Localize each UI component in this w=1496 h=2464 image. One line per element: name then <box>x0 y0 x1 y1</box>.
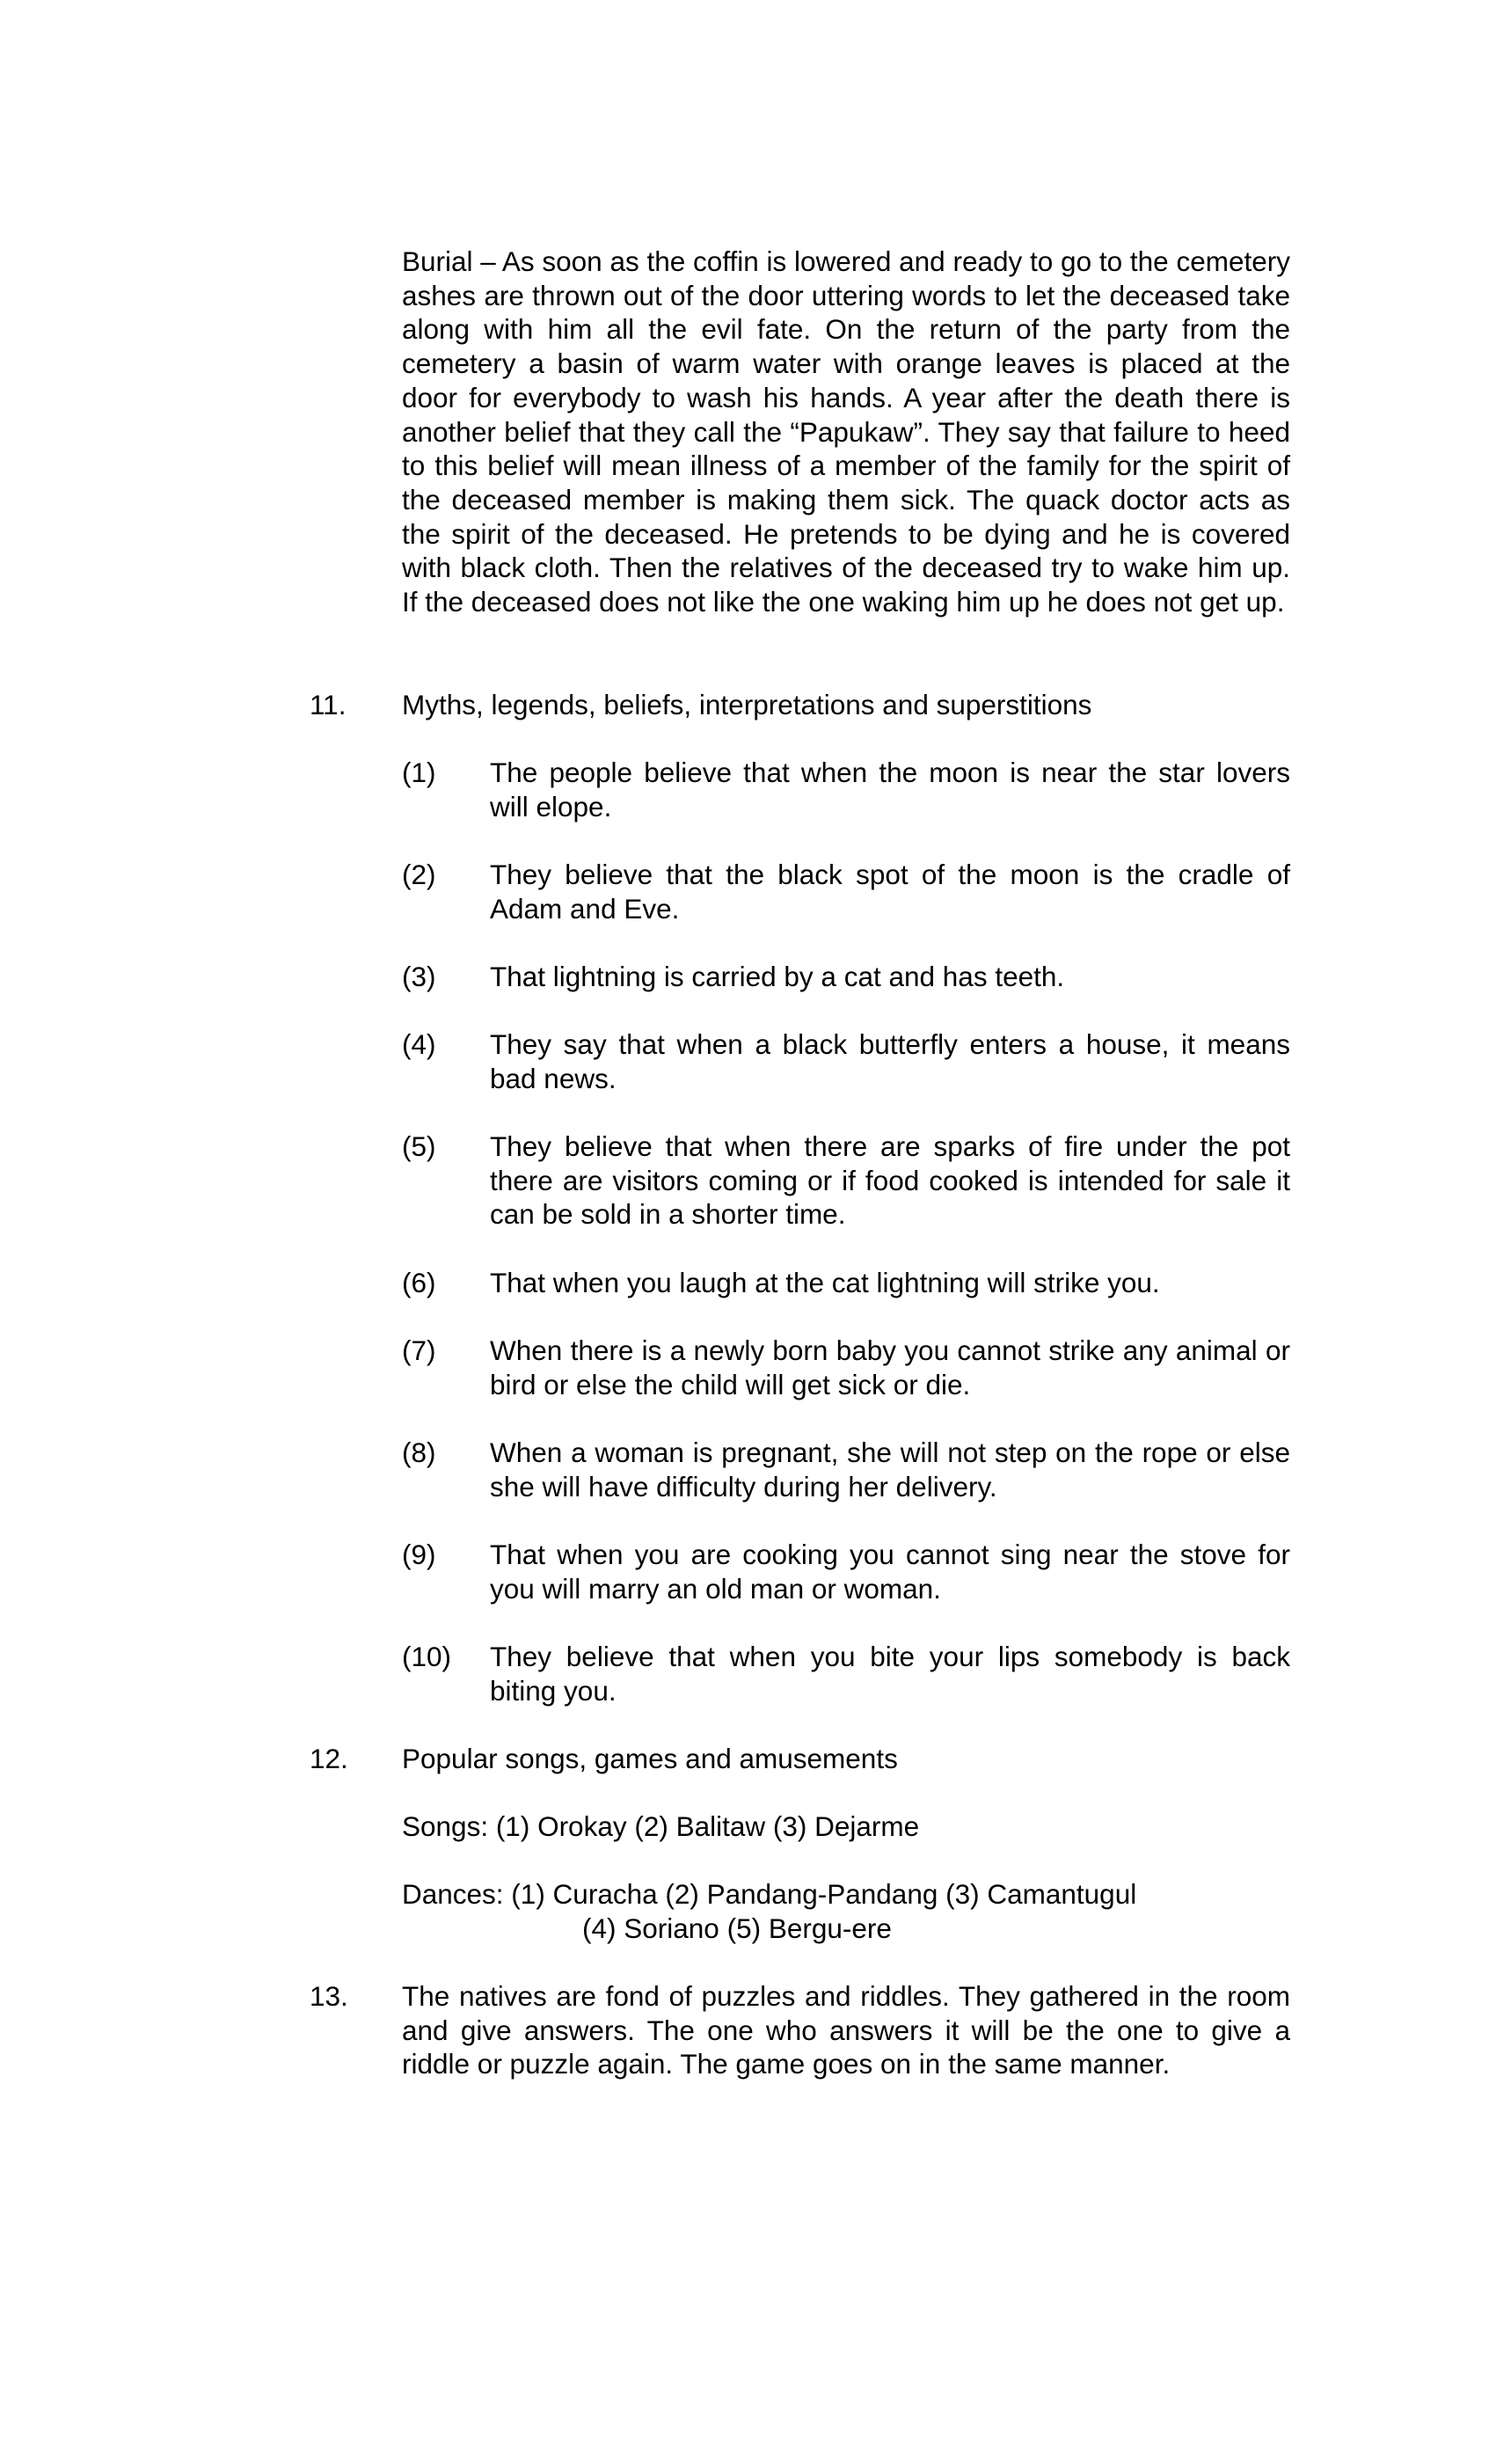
list-item <box>402 1436 1290 1503</box>
list-item-label: (9) <box>402 1539 436 1570</box>
list-item-text: They say that when a black butterfly enters a house, it means bad news. <box>490 1028 1290 1094</box>
list-item-label: (10) <box>402 1641 452 1672</box>
list-item-label: (6) <box>402 1267 436 1298</box>
songs-line: Songs: (1) Orokay (2) Balitaw (3) Dejarme <box>402 1810 920 1842</box>
section-13-paragraph: The natives are fond of puzzles and riddles. They gathered in the room and give answers. The one who answers it will be the one to give a riddle or puzzle again. The game goes on in the same manner. <box>402 1980 1290 2080</box>
section-13-number: 13. <box>310 1980 348 2012</box>
list-item <box>402 1266 1290 1300</box>
list-item <box>402 1334 1290 1401</box>
list-item-text: That when you laugh at the cat lightning will strike you. <box>490 1267 1160 1298</box>
list-item-text: That lightning is carried by a cat and has teeth. <box>490 961 1065 992</box>
burial-paragraph: Burial – As soon as the coffin is lowered and ready to go to the cemetery ashes are thrown out of the door uttering words to let the deceased take along with him all the evil fate. On the return of the party from the cemetery a basin of warm water with orange leaves is placed at the door for everybody to wash his hands. A year after the death there is another belief that they call the “Papukaw”. They say that failure to heed to this belief will mean illness of a member of the family for the spirit of the deceased member is making them sick. The quack doctor acts as the spirit of the deceased. He pretends to be dying and he is covered with black cloth. Then the relatives of the deceased try to wake him up. If the deceased does not like the one waking him up he does not get up. <box>402 245 1290 618</box>
list-item-text: When there is a newly born baby you cannot strike any animal or bird or else the child will get sick or die. <box>490 1334 1290 1400</box>
list-item <box>402 756 1290 823</box>
dances-line-1: Dances: (1) Curacha (2) Pandang-Pandang (3) Camantugul <box>402 1878 1137 1910</box>
list-item-label: (7) <box>402 1334 436 1366</box>
list-item-text: When a woman is pregnant, she will not step on the rope or else she will have difficulty during her delivery. <box>490 1437 1290 1503</box>
section-12-number: 12. <box>310 1743 348 1774</box>
list-item <box>402 1130 1290 1232</box>
list-item-label: (1) <box>402 757 436 788</box>
list-item <box>402 1640 1290 1707</box>
list-item <box>402 1538 1290 1605</box>
list-item-label: (5) <box>402 1130 436 1162</box>
list-item-text: That when you are cooking you cannot sing near the stove for you will marry an old man or woman. <box>490 1539 1290 1605</box>
section-11-heading: Myths, legends, beliefs, interpretations and superstitions <box>402 689 1092 720</box>
list-item-text: The people believe that when the moon is near the star lovers will elope. <box>490 757 1290 823</box>
list-item <box>402 960 1290 994</box>
list-item-label: (2) <box>402 859 436 890</box>
section-11-number: 11. <box>310 689 347 720</box>
list-item-text: They believe that the black spot of the moon is the cradle of Adam and Eve. <box>490 859 1290 925</box>
list-item-text: They believe that when you bite your lips somebody is back biting you. <box>490 1641 1290 1707</box>
list-item <box>402 858 1290 925</box>
list-item-label: (8) <box>402 1437 436 1468</box>
list-item <box>402 1027 1290 1095</box>
section-12-heading: Popular songs, games and amusements <box>402 1743 898 1774</box>
list-item-label: (4) <box>402 1028 436 1060</box>
dances-line-2: (4) Soriano (5) Bergu-ere <box>582 1912 892 1944</box>
list-item-label: (3) <box>402 961 436 992</box>
list-item-text: They believe that when there are sparks of fire under the pot there are visitors coming or if food cooked is intended for sale it can be sold in a shorter time. <box>490 1130 1290 1231</box>
